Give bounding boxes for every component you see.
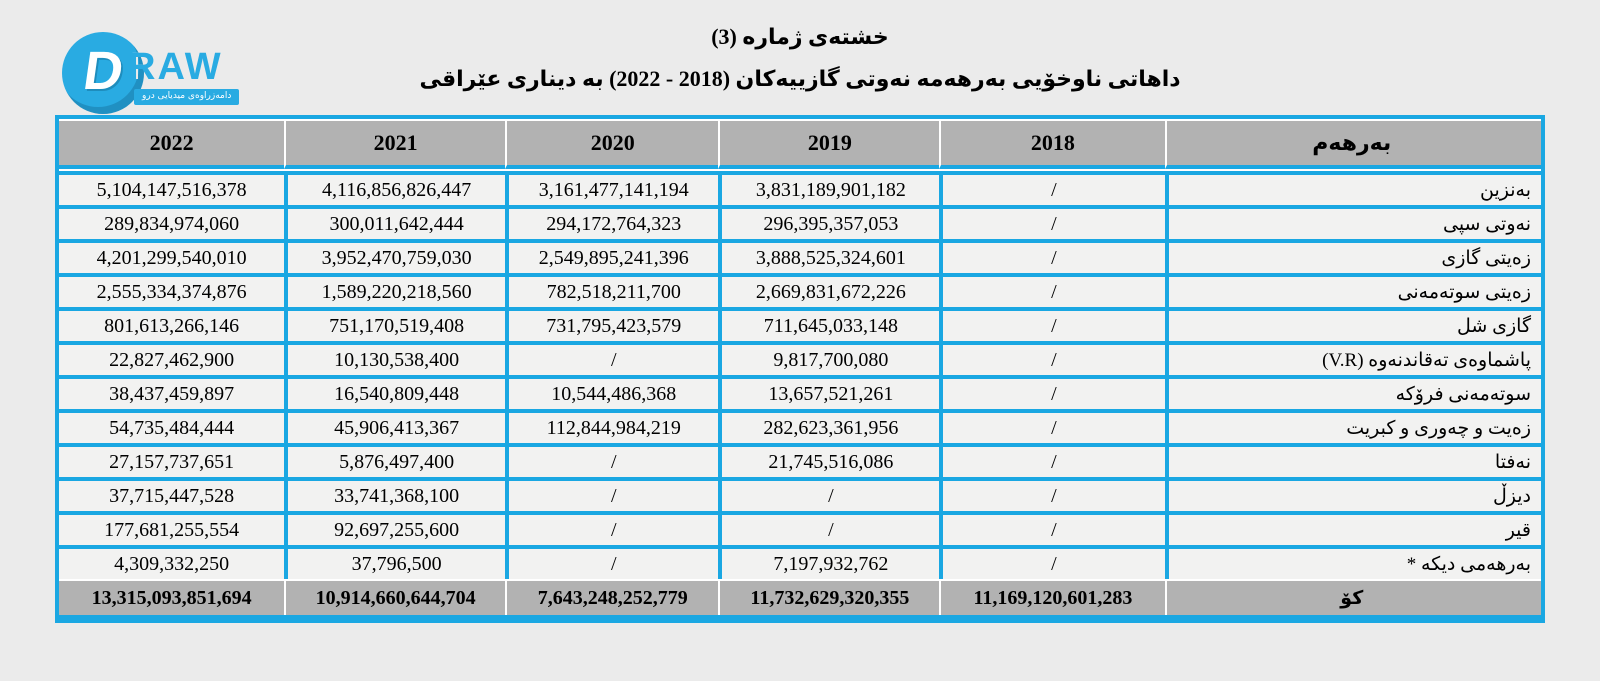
revenue-value-cell: / [939,545,1164,579]
revenue-value-cell: / [718,477,939,511]
revenue-value-cell: 177,681,255,554 [59,511,284,545]
table-row [59,273,1541,307]
revenue-value-cell: 5,104,147,516,378 [59,171,284,205]
col-header-2022: 2022 [59,119,284,169]
revenue-value-cell: 2,555,334,374,876 [59,273,284,307]
table-row [59,443,1541,477]
revenue-value-cell: / [718,511,939,545]
draw-logo-d-letter: D [79,41,127,101]
product-name-cell: زەیتی سوتەمەنی [1165,273,1541,307]
title-block [0,24,1600,92]
revenue-value-cell: 10,130,538,400 [284,341,505,375]
revenue-value-cell: 300,011,642,444 [284,205,505,239]
product-name-cell: نەوتی سپی [1165,205,1541,239]
revenue-value-cell: 751,170,519,408 [284,307,505,341]
revenue-value-cell: 37,796,500 [284,545,505,579]
revenue-value-cell: 3,888,525,324,601 [718,239,939,273]
table-row [59,239,1541,273]
revenue-value-cell: / [939,239,1164,273]
table-number-title: خشتەی ژمارە (3) [711,24,889,49]
table-row [59,307,1541,341]
revenue-value-cell: 27,157,737,651 [59,443,284,477]
col-header-2018: 2018 [939,119,1164,169]
revenue-value-cell: / [939,171,1164,205]
total-value-2021: 10,914,660,644,704 [284,581,505,615]
product-name-cell: نەفتا [1165,443,1541,477]
revenue-value-cell: 21,745,516,086 [718,443,939,477]
revenue-value-cell: 2,549,895,241,396 [505,239,718,273]
total-value-2022: 13,315,093,851,694 [59,581,284,615]
revenue-value-cell: / [939,409,1164,443]
revenue-value-cell: / [505,545,718,579]
revenue-value-cell: / [939,375,1164,409]
header-row [59,119,1541,169]
revenue-value-cell: / [939,341,1164,375]
revenue-value-cell: / [505,341,718,375]
table-row [59,375,1541,409]
total-row [59,581,1541,615]
total-value-2019: 11,732,629,320,355 [718,581,939,615]
col-header-product: بەرهەم [1165,119,1541,169]
total-value-2020: 7,643,248,252,779 [505,581,718,615]
revenue-value-cell: 9,817,700,080 [718,341,939,375]
revenue-value-cell: 801,613,266,146 [59,307,284,341]
product-name-cell: زەیتی گازی [1165,239,1541,273]
revenue-value-cell: 1,589,220,218,560 [284,273,505,307]
total-value-2018: 11,169,120,601,283 [939,581,1164,615]
revenue-value-cell: / [939,307,1164,341]
revenue-value-cell: 13,657,521,261 [718,375,939,409]
col-header-2020: 2020 [505,119,718,169]
revenue-value-cell: 10,544,486,368 [505,375,718,409]
revenue-value-cell: 3,161,477,141,194 [505,171,718,205]
revenue-value-cell: / [939,273,1164,307]
revenue-value-cell: / [939,205,1164,239]
revenue-table-frame [55,115,1545,623]
revenue-value-cell: 4,309,332,250 [59,545,284,579]
revenue-value-cell: 289,834,974,060 [59,205,284,239]
revenue-value-cell: 2,669,831,672,226 [718,273,939,307]
table-row [59,477,1541,511]
draw-logo-banner-text: دامەزراوەی میدیایی درو [134,89,239,105]
revenue-value-cell: 92,697,255,600 [284,511,505,545]
product-name-cell: بەنزین [1165,171,1541,205]
revenue-value-cell: 782,518,211,700 [505,273,718,307]
revenue-value-cell: / [939,443,1164,477]
revenue-value-cell: 282,623,361,956 [718,409,939,443]
revenue-value-cell: 16,540,809,448 [284,375,505,409]
product-name-cell: پاشماوەی تەقاندنەوە (V.R) [1165,341,1541,375]
product-name-cell: زەیت و چەوری و کبریت [1165,409,1541,443]
revenue-value-cell: 4,201,299,540,010 [59,239,284,273]
col-header-2021: 2021 [284,119,505,169]
product-name-cell: بەرهەمی دیکە * [1165,545,1541,579]
revenue-value-cell: 296,395,357,053 [718,205,939,239]
revenue-value-cell: 4,116,856,826,447 [284,171,505,205]
revenue-value-cell: 22,827,462,900 [59,341,284,375]
revenue-value-cell: 112,844,984,219 [505,409,718,443]
revenue-value-cell: 5,876,497,400 [284,443,505,477]
revenue-value-cell: / [505,511,718,545]
revenue-value-cell: 731,795,423,579 [505,307,718,341]
revenue-value-cell: 38,437,459,897 [59,375,284,409]
product-name-cell: قیر [1165,511,1541,545]
table-row [59,205,1541,239]
revenue-value-cell: 45,906,413,367 [284,409,505,443]
table-row [59,409,1541,443]
revenue-value-cell: 711,645,033,148 [718,307,939,341]
draw-logo-raw-text: RAW [128,46,223,88]
table-subtitle: داهاتی ناوخۆیی بەرهەمە نەوتی گازییەکان (2018 - 2022) بە دیناری عێراقی [419,66,1181,91]
table-row [59,511,1541,545]
revenue-value-cell: 3,952,470,759,030 [284,239,505,273]
revenue-value-cell: 54,735,484,444 [59,409,284,443]
revenue-value-cell: 33,741,368,100 [284,477,505,511]
revenue-value-cell: 294,172,764,323 [505,205,718,239]
col-header-2019: 2019 [718,119,939,169]
revenue-value-cell: 3,831,189,901,182 [718,171,939,205]
revenue-value-cell: 7,197,932,762 [718,545,939,579]
table-row [59,341,1541,375]
revenue-value-cell: 37,715,447,528 [59,477,284,511]
table-row [59,545,1541,579]
product-name-cell: گازی شل [1165,307,1541,341]
revenue-value-cell: / [939,477,1164,511]
revenue-value-cell: / [505,477,718,511]
revenue-table [59,119,1541,615]
product-name-cell: دیزڵ [1165,477,1541,511]
revenue-value-cell: / [939,511,1164,545]
table-body [59,171,1541,579]
table-row [59,171,1541,205]
total-label: کۆ [1165,581,1541,615]
product-name-cell: سوتەمەنی فرۆکە [1165,375,1541,409]
revenue-value-cell: / [505,443,718,477]
